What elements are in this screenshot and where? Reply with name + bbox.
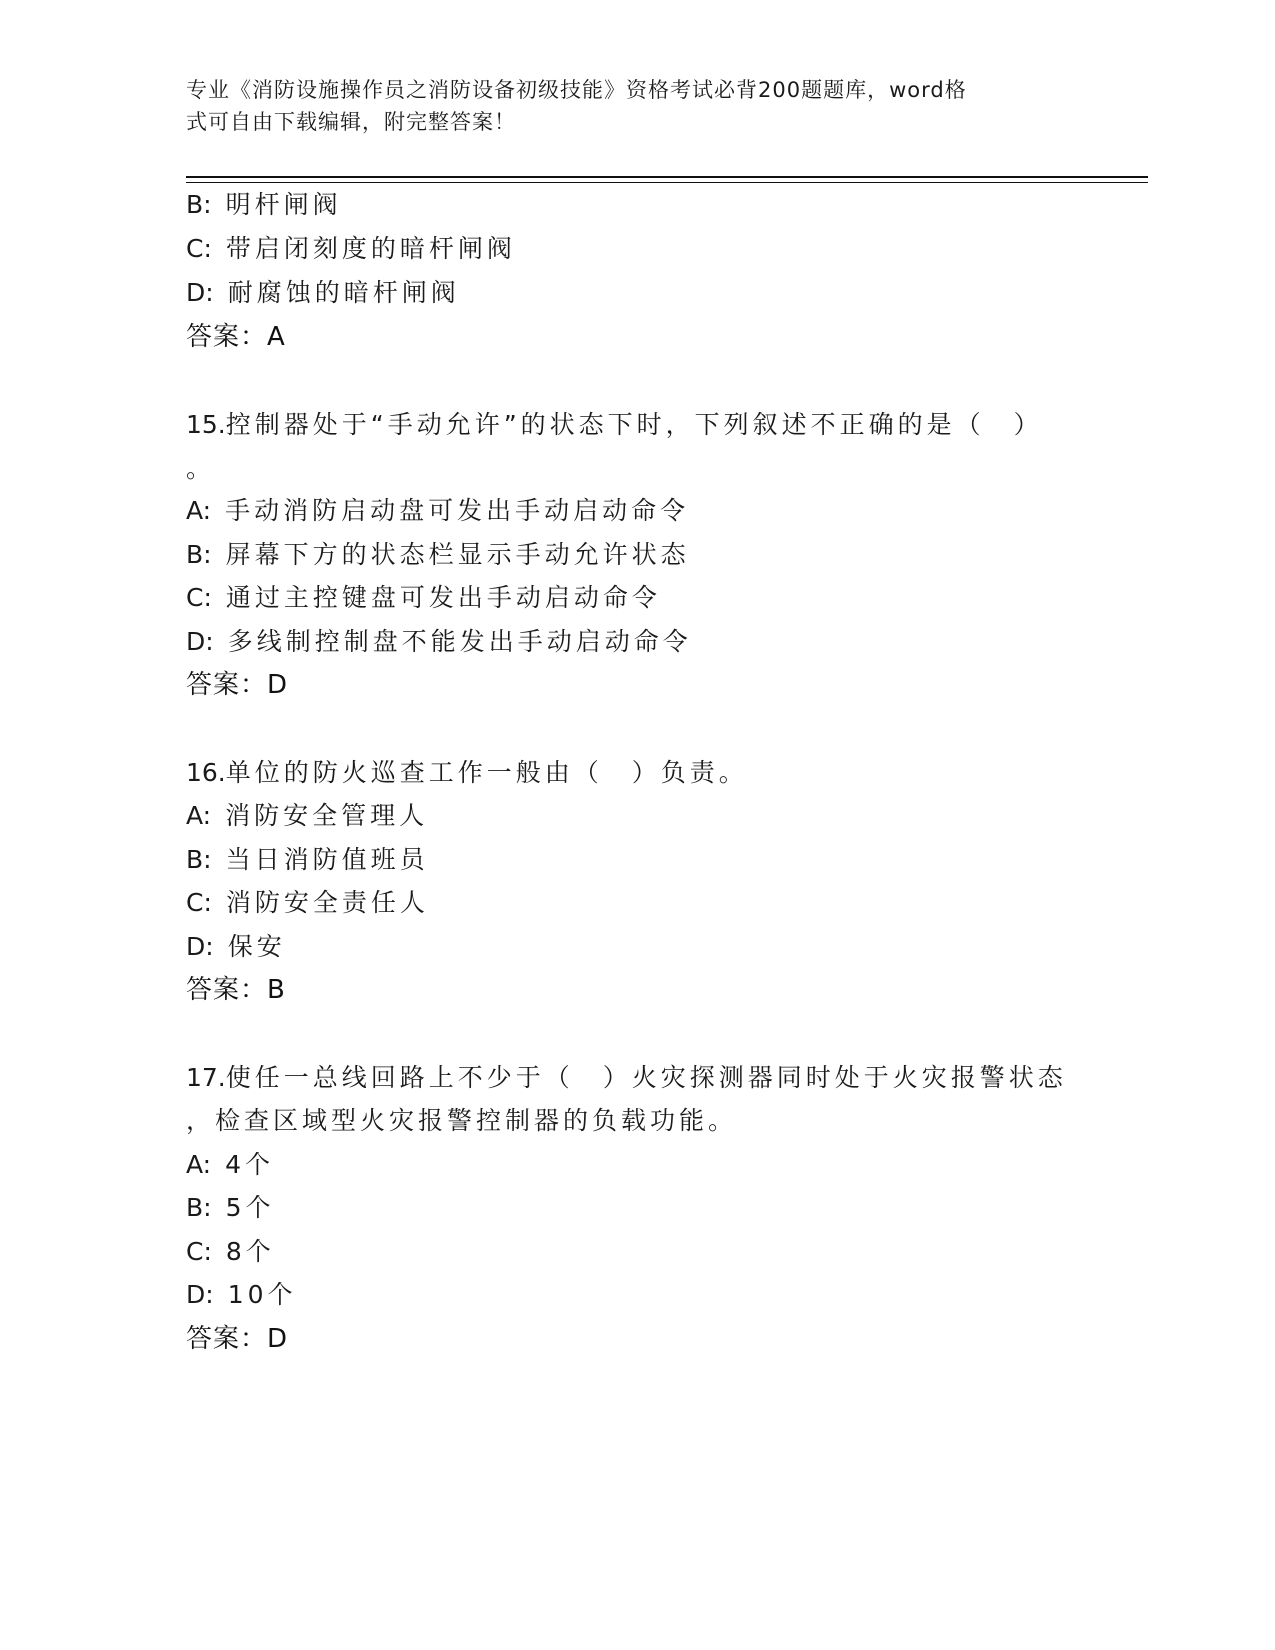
header-line-2: 式可自由下载编辑，附完整答案！ — [186, 110, 516, 134]
option-key: B: — [186, 1193, 212, 1222]
option-text: 5个 — [225, 1193, 275, 1222]
option-key: A: — [186, 801, 212, 830]
q16-answer: 答案：B — [186, 975, 286, 1005]
q15-option-a — [186, 494, 689, 528]
q17-option-b — [186, 1191, 274, 1225]
q15-stem — [186, 408, 1043, 442]
question-number: 17. — [186, 1063, 226, 1092]
q17-stem-continued: ，检查区域型火灾报警控制器的负载功能。 — [186, 1106, 738, 1135]
option-text: 保安 — [227, 932, 286, 961]
q16-stem — [186, 756, 748, 790]
option-key: A: — [186, 1150, 212, 1179]
q16-option-c — [186, 886, 429, 920]
q17-option-d — [186, 1278, 297, 1312]
option-text: 多线制控制盘不能发出手动启动命令 — [227, 627, 692, 656]
option-key: B: — [186, 540, 212, 569]
q16-option-d — [186, 930, 286, 964]
option-key: A: — [186, 496, 212, 525]
option-text: 8个 — [225, 1237, 275, 1266]
question-text: 单位的防火巡查工作一般由（ ）负责。 — [225, 758, 748, 787]
option-text: 耐腐蚀的暗杆闸阀 — [227, 278, 460, 307]
option-text: 通过主控键盘可发出手动启动命令 — [225, 583, 661, 612]
option-key: B: — [186, 190, 212, 219]
option-key: D: — [186, 278, 214, 307]
option-text: 消防安全管理人 — [225, 801, 429, 830]
q15-option-c — [186, 581, 661, 615]
option-text: 屏幕下方的状态栏显示手动允许状态 — [225, 540, 690, 569]
option-text: 带启闭刻度的暗杆闸阀 — [225, 234, 516, 263]
question-number: 15. — [186, 410, 226, 439]
q17-option-c — [186, 1235, 275, 1269]
header-divider-thin — [186, 182, 1148, 183]
option-text: 消防安全责任人 — [225, 888, 429, 917]
option-key: B: — [186, 845, 212, 874]
option-text: 明杆闸阀 — [225, 190, 342, 219]
q15-answer: 答案：D — [186, 670, 289, 700]
q16-option-b — [186, 843, 429, 877]
option-text: 手动消防启动盘可发出手动启动命令 — [225, 496, 690, 525]
option-key: D: — [186, 932, 214, 961]
option-text: 4个 — [225, 1150, 274, 1179]
q14-answer: 答案：A — [186, 322, 286, 352]
question-text: 控制器处于“手动允许”的状态下时，下列叙述不正确的是（ ） — [225, 410, 1043, 439]
q14-option-c — [186, 232, 516, 266]
q14-option-b — [186, 188, 342, 222]
option-key: C: — [186, 234, 212, 263]
question-number: 16. — [186, 758, 226, 787]
q16-option-a — [186, 799, 428, 833]
question-text: 使任一总线回路上不少于（ ）火灾探测器同时处于火灾报警状态 — [225, 1063, 1067, 1092]
option-key: D: — [186, 627, 214, 656]
q17-stem — [186, 1061, 1067, 1095]
q14-option-d — [186, 276, 460, 310]
q15-option-d — [186, 625, 692, 659]
option-text: 当日消防值班员 — [225, 845, 429, 874]
option-key: C: — [186, 583, 212, 612]
q15-stem-continued: 。 — [186, 454, 216, 483]
document-header — [186, 74, 1066, 138]
header-line-1: 专业《消防设施操作员之消防设备初级技能》资格考试必背200题题库，word格 — [186, 78, 967, 102]
option-text: 10个 — [227, 1280, 297, 1309]
option-key: C: — [186, 888, 212, 917]
header-divider-thick — [186, 176, 1148, 178]
q17-answer: 答案：D — [186, 1324, 289, 1354]
option-key: D: — [186, 1280, 214, 1309]
option-key: C: — [186, 1237, 212, 1266]
q17-option-a — [186, 1148, 274, 1182]
q15-option-b — [186, 538, 690, 572]
